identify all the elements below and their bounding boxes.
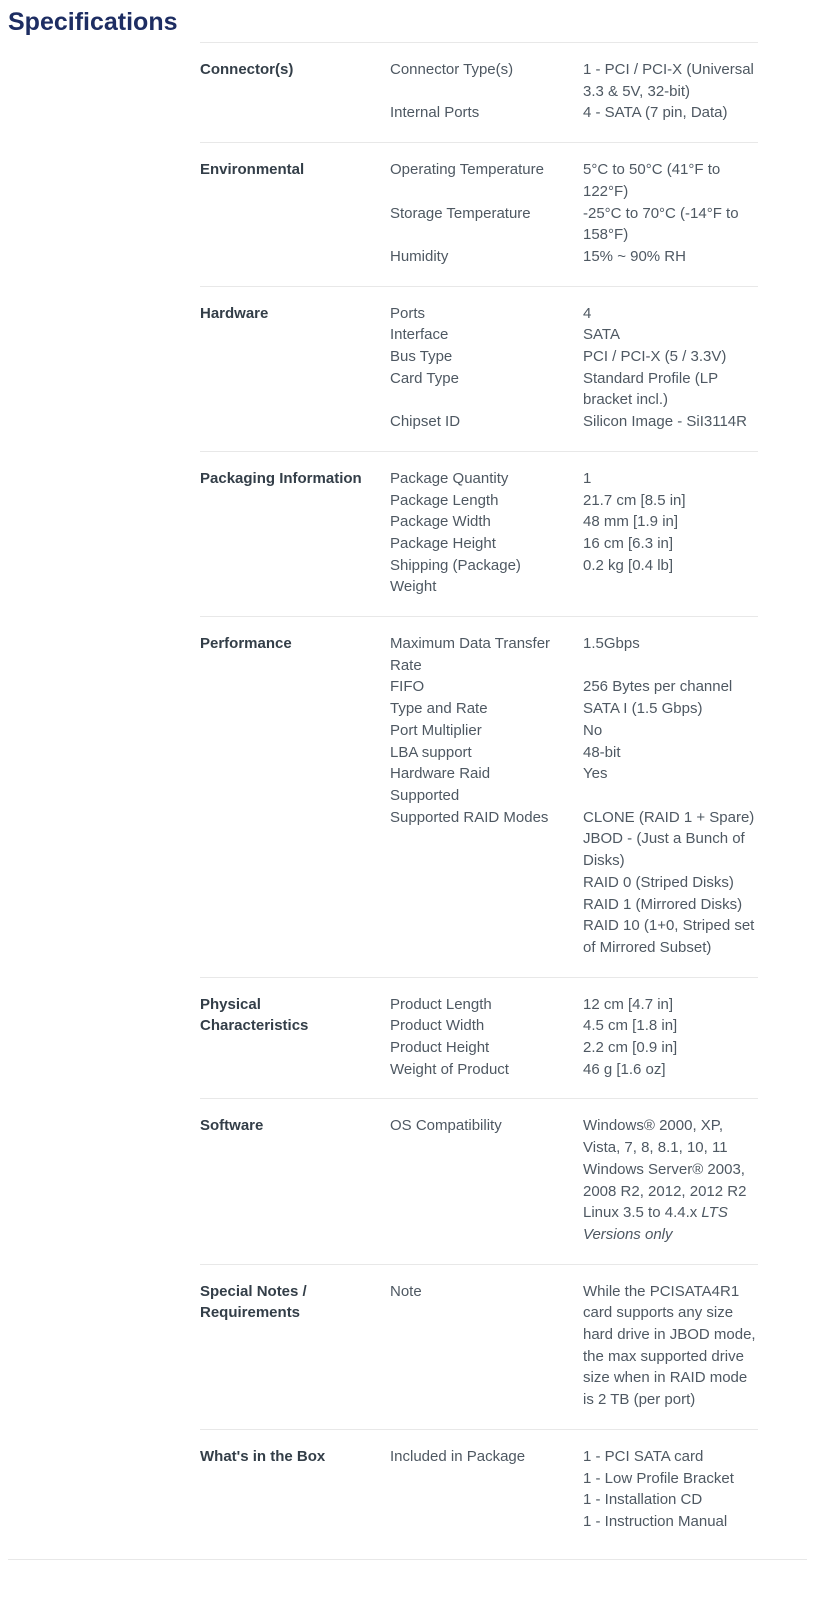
spec-value: No — [583, 721, 603, 739]
spec-category-heading: Physical Characteristics — [200, 995, 309, 1035]
spec-category-heading: Packaging Information — [200, 469, 362, 487]
spec-rows — [390, 633, 758, 959]
spec-value: 256 Bytes per channel — [583, 678, 733, 696]
spec-section — [200, 142, 758, 286]
spec-section — [200, 977, 758, 1099]
spec-label: LBA support — [390, 743, 472, 761]
spec-value: 1 — [583, 469, 592, 487]
spec-label: OS Compatibility — [390, 1117, 502, 1135]
spec-row — [390, 555, 758, 598]
spec-label: Ports — [390, 304, 426, 322]
spec-label: Card Type — [390, 369, 459, 387]
page-title: Specifications — [8, 8, 178, 36]
spec-rows — [390, 1115, 758, 1245]
spec-label: Weight of Product — [390, 1060, 509, 1078]
spec-value: CLONE (RAID 1 + Spare) JBOD - (Just a Bunch of Disks) RAID 0 (Striped Disks) RAID 1 (Mirrored Disks) RAID 10 (1+0, Striped set of Mirrored Subset) — [583, 808, 755, 956]
spec-label: Connector Type(s) — [390, 61, 514, 78]
spec-category-heading: Environmental — [200, 161, 305, 179]
spec-value: 1 - PCI / PCI-X (Universal 3.3 & 5V, 32-bit) — [583, 61, 754, 100]
spec-value: 46 g [1.6 oz] — [583, 1060, 666, 1078]
spec-label: Product Width — [390, 1017, 485, 1035]
spec-label: FIFO — [390, 678, 425, 696]
spec-value: 15% ~ 90% RH — [583, 247, 686, 265]
spec-category-heading: Performance — [200, 635, 292, 653]
spec-row — [390, 303, 758, 325]
spec-row — [390, 511, 758, 533]
spec-value: 5°C to 50°C (41°F to 122°F) — [583, 161, 721, 200]
spec-rows — [390, 303, 758, 433]
spec-rows — [390, 1446, 758, 1533]
spec-row — [390, 807, 758, 959]
spec-row — [390, 346, 758, 368]
spec-rows — [390, 994, 758, 1081]
spec-label: Product Height — [390, 1039, 490, 1057]
spec-value: 1 - PCI SATA card 1 - Low Profile Bracket 1 - Installation CD 1 - Instruction Manual — [583, 1447, 734, 1530]
spec-row — [390, 324, 758, 346]
spec-row — [390, 742, 758, 764]
spec-row — [390, 1446, 758, 1533]
spec-label: Port Multiplier — [390, 721, 482, 739]
spec-value: SATA — [583, 326, 620, 344]
spec-row — [390, 720, 758, 742]
spec-value: Windows® 2000, XP, Vista, 7, 8, 8.1, 10, 11 Windows Server® 2003, 2008 R2, 2012, 2012 R2 Linux 3.5 to 4.4.x LTS Versions only — [583, 1117, 747, 1243]
spec-row — [390, 59, 758, 102]
spec-label: Type and Rate — [390, 700, 488, 718]
spec-value: 21.7 cm [8.5 in] — [583, 491, 686, 509]
spec-category-heading: Software — [200, 1117, 264, 1135]
spec-row — [390, 698, 758, 720]
spec-row — [390, 203, 758, 246]
spec-row — [390, 246, 758, 268]
spec-section — [200, 1098, 758, 1263]
spec-label: Package Length — [390, 491, 499, 509]
spec-row — [390, 1059, 758, 1081]
spec-value: 4 — [583, 304, 592, 322]
spec-label: Shipping (Package) Weight — [390, 556, 521, 596]
spec-label: Interface — [390, 326, 449, 344]
bottom-divider — [8, 1559, 807, 1560]
spec-value: 2.2 cm [0.9 in] — [583, 1039, 678, 1057]
specifications-table — [200, 42, 758, 1551]
spec-row — [390, 1281, 758, 1411]
spec-row — [390, 994, 758, 1016]
spec-value: 1.5Gbps — [583, 635, 640, 653]
spec-label: Package Quantity — [390, 469, 509, 487]
spec-label: Internal Ports — [390, 104, 480, 122]
spec-row — [390, 1115, 758, 1245]
spec-value: 4.5 cm [1.8 in] — [583, 1017, 678, 1035]
spec-section — [200, 42, 758, 142]
spec-section — [200, 451, 758, 616]
spec-row — [390, 159, 758, 202]
spec-row — [390, 368, 758, 411]
spec-rows — [390, 1281, 758, 1411]
spec-rows — [390, 468, 758, 598]
spec-label: Product Length — [390, 995, 492, 1013]
spec-row — [390, 490, 758, 512]
spec-value: -25°C to 70°C (-14°F to 158°F) — [583, 204, 739, 244]
spec-row — [390, 633, 758, 676]
spec-section — [200, 616, 758, 977]
spec-row — [390, 1037, 758, 1059]
spec-section — [200, 286, 758, 451]
spec-value: 16 cm [6.3 in] — [583, 534, 674, 552]
spec-label: Included in Package — [390, 1447, 526, 1465]
spec-row — [390, 1015, 758, 1037]
spec-label: Storage Temperature — [390, 204, 531, 222]
spec-label: Bus Type — [390, 348, 453, 366]
spec-value: While the PCISATA4R1 card supports any size hard drive in JBOD mode, the max supported drive size when in RAID mode is 2 TB (per port) — [583, 1282, 756, 1409]
spec-category-heading: Special Notes / Requirements — [200, 1282, 307, 1322]
spec-value: PCI / PCI-X (5 / 3.3V) — [583, 348, 727, 366]
spec-label: Operating Temperature — [390, 161, 544, 179]
spec-row — [390, 411, 758, 433]
spec-value: 48 mm [1.9 in] — [583, 513, 679, 531]
spec-value: 0.2 kg [0.4 lb] — [583, 556, 674, 574]
spec-label: Supported RAID Modes — [390, 808, 549, 826]
spec-value: Silicon Image - SiI3114R — [583, 413, 747, 431]
spec-category-heading: Hardware — [200, 304, 269, 322]
spec-row — [390, 763, 758, 806]
spec-section — [200, 1264, 758, 1429]
spec-label: Hardware Raid Supported — [390, 765, 491, 804]
spec-value: SATA I (1.5 Gbps) — [583, 700, 703, 718]
spec-value: 48-bit — [583, 743, 621, 761]
spec-value: Yes — [583, 765, 608, 783]
spec-label: Humidity — [390, 247, 449, 265]
spec-row — [390, 468, 758, 490]
spec-label: Note — [390, 1282, 422, 1300]
spec-label: Package Height — [390, 534, 496, 552]
spec-row — [390, 676, 758, 698]
spec-value: Standard Profile (LP bracket incl.) — [583, 369, 718, 409]
spec-value: 4 - SATA (7 pin, Data) — [583, 104, 728, 122]
spec-row — [390, 533, 758, 555]
spec-label: Package Width — [390, 513, 491, 531]
spec-label: Chipset ID — [390, 413, 461, 431]
spec-rows — [390, 159, 758, 268]
spec-category-heading: What's in the Box — [200, 1447, 326, 1465]
spec-category-heading: Connector(s) — [200, 61, 294, 78]
spec-rows — [390, 59, 758, 124]
spec-label: Maximum Data Transfer Rate — [390, 635, 551, 674]
spec-value: 12 cm [4.7 in] — [583, 995, 674, 1013]
spec-section — [200, 1429, 758, 1551]
spec-row — [390, 102, 758, 124]
